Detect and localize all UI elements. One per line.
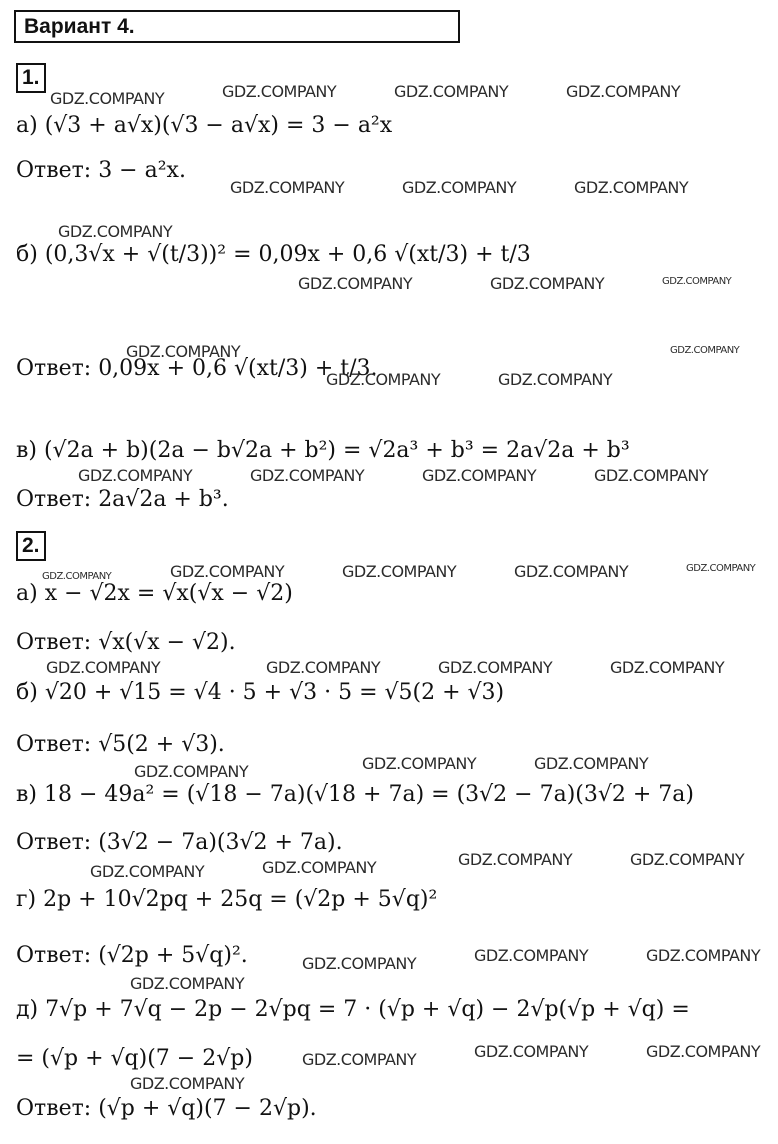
watermark: GDZ.COMPANY bbox=[250, 466, 365, 485]
watermark: GDZ.COMPANY bbox=[170, 562, 285, 581]
watermark: GDZ.COMPANY bbox=[230, 178, 345, 197]
answer-2b: Ответ: √5(2 + √3). bbox=[16, 732, 225, 757]
watermark: GDZ.COMPANY bbox=[362, 754, 477, 773]
watermark: GDZ.COMPANY bbox=[262, 858, 377, 877]
watermark: GDZ.COMPANY bbox=[594, 466, 709, 485]
watermark: GDZ.COMPANY bbox=[130, 974, 245, 993]
watermark: GDZ.COMPANY bbox=[394, 82, 509, 101]
watermark: GDZ.COMPANY bbox=[646, 1042, 761, 1061]
watermark: GDZ.COMPANY bbox=[514, 562, 629, 581]
watermark: GDZ.COMPANY bbox=[566, 82, 681, 101]
answer-1a: Ответ: 3 − a²x. bbox=[16, 158, 186, 183]
answer-2e: Ответ: (√p + √q)(7 − 2√p). bbox=[16, 1096, 317, 1121]
watermark: GDZ.COMPANY bbox=[302, 1050, 417, 1069]
answer-2d: Ответ: (√2p + 5√q)². bbox=[16, 943, 248, 968]
watermark: GDZ.COMPANY bbox=[534, 754, 649, 773]
variant-title-text: Вариант 4. bbox=[24, 15, 135, 38]
watermark: GDZ.COMPANY bbox=[266, 658, 381, 677]
problem-1a: а) (√3 + a√x)(√3 − a√x) = 3 − a²x bbox=[16, 113, 393, 138]
section-1-label-text: 1. bbox=[22, 66, 40, 89]
watermark: GDZ.COMPANY bbox=[422, 466, 537, 485]
answer-2a: Ответ: √x(√x − √2). bbox=[16, 630, 236, 655]
problem-2e-line1: д) 7√p + 7√q − 2p − 2√pq = 7 · (√p + √q) − 2√p(√p + √q) = bbox=[16, 997, 690, 1022]
watermark: GDZ.COMPANY bbox=[458, 850, 573, 869]
watermark: GDZ.COMPANY bbox=[42, 571, 112, 582]
problem-2b: б) √20 + √15 = √4 · 5 + √3 · 5 = √5(2 + √3) bbox=[16, 680, 505, 705]
problem-2a: а) x − √2x = √x(√x − √2) bbox=[16, 581, 293, 606]
answer-1c: Ответ: 2a√2a + b³. bbox=[16, 487, 229, 512]
section-2-label-text: 2. bbox=[22, 534, 40, 557]
variant-title bbox=[14, 10, 460, 43]
watermark: GDZ.COMPANY bbox=[130, 1074, 245, 1093]
watermark: GDZ.COMPANY bbox=[134, 762, 249, 781]
watermark: GDZ.COMPANY bbox=[646, 946, 761, 965]
problem-2c: в) 18 − 49a² = (√18 − 7a)(√18 + 7a) = (3√2 − 7a)(3√2 + 7a) bbox=[16, 782, 694, 807]
watermark: GDZ.COMPANY bbox=[670, 345, 740, 356]
section-2-label bbox=[16, 531, 46, 561]
watermark: GDZ.COMPANY bbox=[686, 563, 756, 574]
problem-2e-line2: = (√p + √q)(7 − 2√p) bbox=[16, 1046, 253, 1071]
watermark: GDZ.COMPANY bbox=[298, 274, 413, 293]
watermark: GDZ.COMPANY bbox=[474, 946, 589, 965]
watermark: GDZ.COMPANY bbox=[402, 178, 517, 197]
watermark: GDZ.COMPANY bbox=[126, 342, 241, 361]
watermark: GDZ.COMPANY bbox=[630, 850, 745, 869]
watermark: GDZ.COMPANY bbox=[78, 466, 193, 485]
problem-1c: в) (√2a + b)(2a − b√2a + b²) = √2a³ + b³ = 2a√2a + b³ bbox=[16, 438, 630, 463]
watermark: GDZ.COMPANY bbox=[610, 658, 725, 677]
watermark: GDZ.COMPANY bbox=[474, 1042, 589, 1061]
watermark: GDZ.COMPANY bbox=[342, 562, 457, 581]
watermark: GDZ.COMPANY bbox=[662, 276, 732, 287]
problem-1b: б) (0,3√x + √(t/3))² = 0,09x + 0,6 √(xt/3) + t/3 bbox=[16, 242, 531, 267]
watermark: GDZ.COMPANY bbox=[438, 658, 553, 677]
watermark: GDZ.COMPANY bbox=[302, 954, 417, 973]
watermark: GDZ.COMPANY bbox=[498, 370, 613, 389]
answer-1b: Ответ: 0,09x + 0,6 √(xt/3) + t/3. bbox=[16, 356, 378, 381]
section-1-label bbox=[16, 63, 46, 93]
watermark: GDZ.COMPANY bbox=[58, 222, 173, 241]
watermark: GDZ.COMPANY bbox=[46, 658, 161, 677]
watermark: GDZ.COMPANY bbox=[222, 82, 337, 101]
watermark: GDZ.COMPANY bbox=[574, 178, 689, 197]
answer-2c: Ответ: (3√2 − 7a)(3√2 + 7a). bbox=[16, 830, 343, 855]
watermark: GDZ.COMPANY bbox=[490, 274, 605, 293]
watermark: GDZ.COMPANY bbox=[50, 89, 165, 108]
problem-2d: г) 2p + 10√2pq + 25q = (√2p + 5√q)² bbox=[16, 887, 438, 912]
watermark: GDZ.COMPANY bbox=[326, 370, 441, 389]
watermark: GDZ.COMPANY bbox=[90, 862, 205, 881]
